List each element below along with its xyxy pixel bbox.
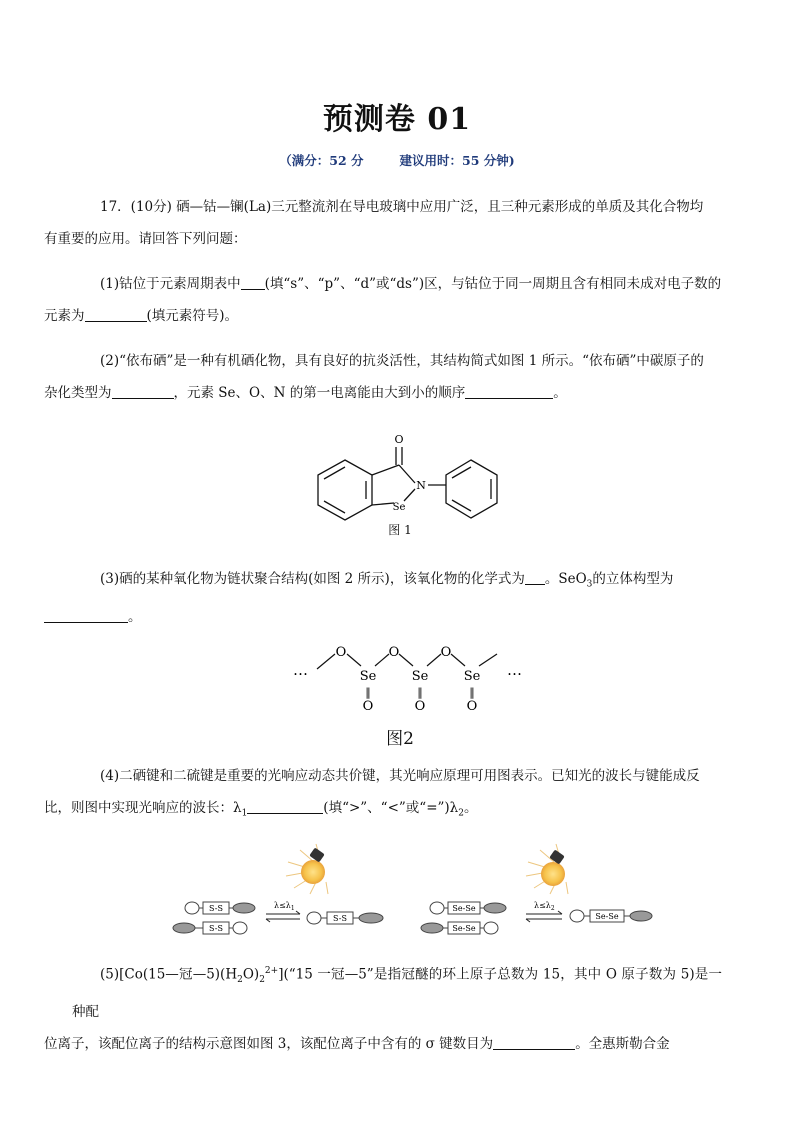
answer-blank[interactable] xyxy=(241,274,265,290)
part-5-text-d: 位离子，该配位离子的结构示意图如图 3，该配位离子中含有的 σ 键数目为 xyxy=(44,1036,494,1053)
chain-dots-left: … xyxy=(293,661,308,679)
atom-o: O xyxy=(394,433,404,446)
disulfide-label: S-S xyxy=(209,904,223,913)
part-2-text-b: 杂化类型为 xyxy=(44,385,112,401)
part-5-text-a: (5)[Co(15—冠—5)(H xyxy=(100,966,238,983)
part-3-text-d: 。 xyxy=(128,608,142,625)
atom-se: Se xyxy=(411,669,429,684)
answer-blank[interactable] xyxy=(525,569,545,585)
page-title: 预测卷 01 xyxy=(322,102,472,137)
atom-se: Se xyxy=(463,669,481,684)
part-3-text-b: 。SeO xyxy=(544,571,587,587)
part-2 xyxy=(44,345,722,409)
answer-blank[interactable] xyxy=(85,306,147,322)
part-5-superscript: 2+ xyxy=(264,966,279,976)
part-3-text-c: 的立体构型为 xyxy=(592,571,674,587)
part-2-text-a: (2)“依布硒”是一种有机硒化物，具有良好的抗炎活性，其结构简式如图 1 所示。“依布硒”中碳原子的 xyxy=(100,353,704,369)
figure-2-caption: 图2 xyxy=(386,729,414,749)
intro-line-2: 有重要的应用。请回答下列问题： xyxy=(44,231,247,247)
diselenide-label: Se-Se xyxy=(452,924,476,933)
part-5-text-b: O) xyxy=(242,966,260,983)
atom-o: O xyxy=(362,699,374,714)
light-bulb-icon xyxy=(526,844,568,894)
answer-blank[interactable] xyxy=(112,383,174,399)
part-1-text-b: (填“s”、“p”、“d”或“ds”)区，与钴位于同一周期且含有相同未成对电子数的 xyxy=(264,276,722,292)
part-5-text-e: 。全惠斯勒合金 xyxy=(575,1036,670,1053)
light-bulb-icon xyxy=(286,844,328,894)
part-3-subscript: 3 xyxy=(586,579,593,590)
intro-line-1: 17．(10分) 硒—钴—镧(La)三元整流剂在导电玻璃中应用广泛，且三种元素形成的单质及其化合物均 xyxy=(100,199,704,215)
diselenide-label: Se-Se xyxy=(452,904,476,913)
double-bond: ‖ xyxy=(417,686,423,699)
question-intro xyxy=(44,191,722,255)
atom-o: O xyxy=(388,645,400,660)
part-3 xyxy=(72,563,722,633)
lambda1-condition: $\lambda\le\lambda_1$ xyxy=(274,901,295,912)
part-5-text-c: ](“15 一冠—5”是指冠醚的环上原子总数为 15，其中 O 原子数为 5)是一种配 xyxy=(72,966,723,1021)
diselenide-label: Se-Se xyxy=(595,912,619,921)
part-4-text-b: 比，则图中实现光响应的波长：λ xyxy=(44,800,242,816)
double-bond: ‖ xyxy=(365,686,371,699)
part-1-text-d: (填元素符号)。 xyxy=(146,308,239,324)
full-score: （满分：52 分 xyxy=(279,153,364,168)
figure-2-structure xyxy=(285,638,535,718)
figure-1-caption: 图 1 xyxy=(388,523,412,537)
part-4-text-a: (4)二硒键和二硫键是重要的光响应动态共价键，其光响应原理可用图表示。已知光的波长与键能成反 xyxy=(100,768,700,784)
benzene-ring-right xyxy=(446,460,497,518)
atom-o: O xyxy=(466,699,478,714)
lambda2-condition: $\lambda\le\lambda_2$ xyxy=(534,901,555,912)
part-4-text-c: (填“>”、“<”或“=”)λ xyxy=(323,800,459,816)
part-4-subscript-2: 2 xyxy=(458,808,464,819)
chain-dots-right: … xyxy=(507,661,522,679)
disulfide-label: S-S xyxy=(333,914,347,923)
benzene-ring-left xyxy=(318,460,372,520)
atom-o: O xyxy=(440,645,452,660)
part-1 xyxy=(44,268,722,332)
atom-o: O xyxy=(335,645,347,660)
part-1-text-c: 元素为 xyxy=(44,308,85,324)
photoresponse-figure xyxy=(170,842,660,942)
answer-blank[interactable] xyxy=(44,607,128,623)
atom-o: O xyxy=(414,699,426,714)
atom-n: N xyxy=(416,479,426,492)
disulfide-label: S-S xyxy=(209,924,223,933)
part-5-subscript-1: 2 xyxy=(237,975,243,986)
answer-blank[interactable] xyxy=(493,1034,575,1050)
exam-info xyxy=(0,151,794,169)
part-3-text-a: (3)硒的某种氧化物为链状聚合结构(如图 2 所示)，该氧化物的化学式为 xyxy=(100,571,525,587)
part-2-text-d: 。 xyxy=(553,385,567,401)
double-bond: ‖ xyxy=(469,686,475,699)
part-2-text-c: ，元素 Se、O、N 的第一电离能由大到小的顺序 xyxy=(173,385,466,401)
answer-blank[interactable] xyxy=(247,798,323,814)
part-4 xyxy=(44,760,722,830)
part-4-subscript-1: 1 xyxy=(241,808,248,819)
part-5-subscript-2: 2 xyxy=(259,975,265,986)
part-4-text-d: 。 xyxy=(463,800,478,816)
atom-se: Se xyxy=(359,669,377,684)
answer-blank[interactable] xyxy=(465,383,553,399)
part-1-text-a: (1)钴位于元素周期表中 xyxy=(100,276,241,292)
part-5 xyxy=(44,955,723,1060)
suggested-time: 建议用时：55 分钟) xyxy=(399,153,515,168)
atom-se: Se xyxy=(392,502,406,513)
